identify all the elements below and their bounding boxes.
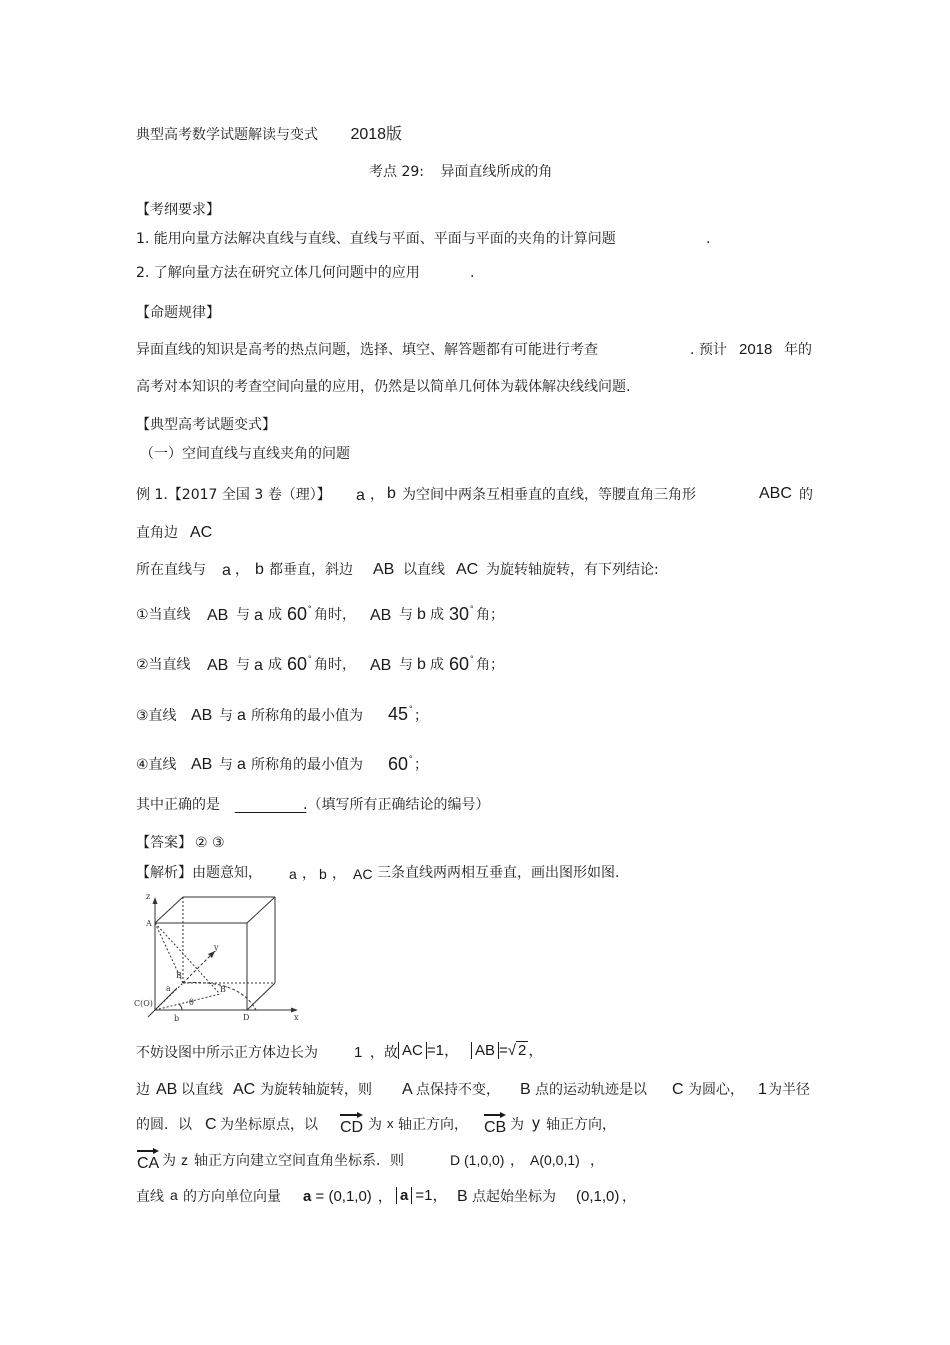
analysis-line4-a: 为 bbox=[162, 1153, 176, 1169]
analysis-line2-AC: AC bbox=[233, 1081, 256, 1098]
example-var-a: a bbox=[356, 487, 365, 504]
conclusion-2-b: b bbox=[417, 656, 426, 673]
example-text3d: 为旋转轴旋转，有下列结论: bbox=[486, 562, 659, 578]
example-ABC: ABC bbox=[759, 485, 792, 502]
analysis-line2-d: 点保持不变， bbox=[416, 1082, 500, 1098]
example-comma: ， bbox=[370, 487, 384, 503]
pattern-heading: 【命题规律】 bbox=[136, 305, 220, 321]
analysis-line2-c: 为旋转轴旋转，则 bbox=[260, 1082, 372, 1098]
vector-CB: CB bbox=[484, 1120, 506, 1136]
label-CO: C(O) bbox=[134, 999, 153, 1008]
analysis-line3-a: 的圆．以 bbox=[136, 1117, 192, 1133]
conclusion-2-cheng: 成 bbox=[268, 657, 282, 673]
analysis-line2-f: 为圆心， bbox=[688, 1082, 744, 1098]
analysis-line2-AB: AB bbox=[156, 1081, 178, 1098]
analysis-line4-comma2: ， bbox=[590, 1153, 604, 1169]
analysis-line4-b: 轴正方向建立空间直角坐标系．则 bbox=[194, 1153, 404, 1169]
pattern-line1-b: . 预计 bbox=[690, 342, 727, 358]
topic-name: 异面直线所成的角 bbox=[440, 164, 553, 180]
answer-blank: ________ bbox=[235, 797, 307, 814]
analysis-gu: ，故 bbox=[370, 1045, 398, 1061]
pattern-line1-c: 年的 bbox=[784, 342, 812, 358]
conclusion-4-semi: ； bbox=[414, 757, 428, 773]
segment-CB-prime bbox=[155, 994, 220, 1010]
conclusion-1-with2: 与 bbox=[399, 607, 413, 623]
pattern-year: 2018 bbox=[739, 341, 773, 358]
pattern-line1-a: 异面直线的知识是高考的热点问题，选择、填空、解答题都有可能进行考查 bbox=[136, 342, 598, 358]
conclusion-1-when: 角时， bbox=[314, 607, 356, 623]
example-var-b: b bbox=[387, 485, 396, 502]
analysis-one: 1 bbox=[354, 1044, 363, 1061]
conclusion-1-angle2: 30° bbox=[449, 604, 474, 624]
cube-edge-tl bbox=[155, 897, 183, 923]
analysis-line2-B: B bbox=[520, 1081, 531, 1098]
answer-label: 【答案】 bbox=[136, 835, 192, 851]
analysis-line3-c: 为 bbox=[368, 1117, 382, 1133]
conclusion-2-a: a bbox=[254, 657, 263, 674]
conclusion-1-AB2: AB bbox=[370, 607, 392, 624]
analysis-b: b bbox=[319, 866, 327, 882]
x-arrow bbox=[291, 1008, 298, 1013]
example-a-2: a bbox=[222, 562, 231, 579]
y-axis-ext bbox=[183, 954, 212, 983]
example-text1: 为空间中两条互相垂直的直线，等腰直角三角形 bbox=[402, 487, 696, 503]
conclusion-1-angle: 60° bbox=[287, 604, 312, 624]
conclusion-3-AB: AB bbox=[191, 707, 213, 724]
answer-value: ② ③ bbox=[195, 835, 225, 851]
abs-AC: AC =1， bbox=[398, 1043, 459, 1058]
example-comma-2: ， bbox=[235, 562, 249, 578]
conclusion-3-with: 与 bbox=[219, 708, 233, 724]
theta-arc bbox=[179, 1004, 182, 1010]
cube-front-face bbox=[155, 923, 247, 1010]
label-a: a bbox=[166, 984, 171, 993]
example-text2: 直角边 bbox=[136, 525, 178, 541]
conclusion-3-min: 所称角的最小值为 bbox=[251, 708, 363, 724]
vector-a-value: a = (0,1,0) ， bbox=[303, 1188, 393, 1205]
conclusion-4-with: 与 bbox=[219, 757, 233, 773]
example-b-2: b bbox=[255, 561, 264, 578]
analysis-line2-one: 1 bbox=[758, 1081, 767, 1098]
cube-figure bbox=[134, 893, 306, 1027]
conclusion-2-AB2: AB bbox=[370, 657, 392, 674]
analysis-AC: AC bbox=[353, 866, 373, 882]
analysis-text: 三条直线两两相互垂直，画出图形如图. bbox=[377, 865, 620, 881]
label-A: A bbox=[146, 919, 152, 928]
conclusion-2-with2: 与 bbox=[399, 657, 413, 673]
cube-edge-br bbox=[247, 983, 275, 1010]
label-y: y bbox=[214, 943, 219, 952]
cube-edge-tr bbox=[247, 897, 275, 923]
conclusion-1-with: 与 bbox=[236, 607, 250, 623]
analysis-line5-c: 点起始坐标为 bbox=[472, 1189, 556, 1205]
conclusion-4-AB: AB bbox=[191, 756, 213, 773]
label-B-prime: B′ bbox=[220, 985, 228, 994]
conclusion-2-pre: ②当直线 bbox=[136, 657, 191, 673]
conclusion-1-cheng2: 成 bbox=[430, 607, 444, 623]
conclusion-4-pre: ④直线 bbox=[136, 757, 177, 773]
label-z: z bbox=[146, 893, 151, 901]
analysis-line5-comma: ， bbox=[622, 1189, 636, 1205]
doc-edition: 2018版 bbox=[350, 126, 403, 143]
analysis-line2-a: 边 bbox=[136, 1082, 150, 1098]
doc-title-row bbox=[136, 127, 402, 143]
question-ask: 其中正确的是 bbox=[136, 797, 220, 813]
analysis-line3-d: 轴正方向， bbox=[398, 1117, 468, 1133]
analysis-line3-b: 为坐标原点，以 bbox=[220, 1117, 318, 1133]
conclusion-4-min: 所称角的最小值为 bbox=[251, 757, 363, 773]
syllabus-item-1: 1. 能用向量方法解决直线与直线、直线与平面、平面与平面的夹角的计算问题 bbox=[136, 231, 616, 247]
example-de: 的 bbox=[799, 487, 813, 503]
conclusion-4-a: a bbox=[237, 756, 246, 773]
analysis-line5-B: B bbox=[457, 1188, 468, 1205]
conclusion-2-angle: 60° bbox=[287, 654, 312, 674]
analysis-line3-d2: 轴正方向， bbox=[546, 1117, 616, 1133]
conclusion-3-angle: 45° bbox=[388, 704, 413, 724]
conclusion-1-AB: AB bbox=[207, 607, 229, 624]
label-x: x bbox=[294, 1013, 299, 1022]
abs-a: a =1， bbox=[396, 1188, 447, 1203]
analysis-line1-pre: 不妨设图中所示正方体边长为 bbox=[136, 1045, 318, 1061]
conclusion-3-pre: ③直线 bbox=[136, 708, 177, 724]
axis-tail bbox=[148, 1010, 155, 1017]
conclusion-4-angle: 60° bbox=[388, 754, 413, 774]
example-text3c: 以直线 bbox=[403, 562, 445, 578]
conclusion-2-cheng2: 成 bbox=[430, 657, 444, 673]
conclusion-1-cheng: 成 bbox=[268, 607, 282, 623]
analysis-line2-A: A bbox=[402, 1081, 413, 1098]
topic-title bbox=[369, 165, 552, 179]
example-AB: AB bbox=[373, 561, 395, 578]
topic-label: 考点 29: bbox=[369, 164, 424, 180]
conclusion-2-when: 角时， bbox=[314, 657, 356, 673]
analysis-line3-C: C bbox=[205, 1116, 217, 1133]
conclusion-1-b: b bbox=[417, 606, 426, 623]
analysis-comma2: ， bbox=[332, 866, 346, 882]
conclusion-1-end: 角； bbox=[476, 607, 504, 623]
analysis-a: a bbox=[289, 866, 297, 882]
example-AC: AC bbox=[190, 524, 213, 541]
doc-title: 典型高考数学试题解读与变式 bbox=[136, 127, 318, 143]
conclusion-2-with: 与 bbox=[236, 657, 250, 673]
analysis-y: y bbox=[532, 1115, 540, 1132]
abs-AB: AB =√ 2 ， bbox=[471, 1043, 543, 1058]
label-D: D bbox=[243, 1013, 250, 1022]
question-tail: .（填写所有正确结论的编号） bbox=[303, 797, 490, 813]
analysis-line2-g: 为半径 bbox=[768, 1082, 810, 1098]
analysis-line2-e: 点的运动轨迹是以 bbox=[535, 1082, 647, 1098]
analysis-line4-comma1: ， bbox=[510, 1153, 524, 1169]
analysis-line5-a: 直线 bbox=[136, 1189, 164, 1205]
conclusion-2-end: 角； bbox=[476, 657, 504, 673]
example-text3b: 都垂直，斜边 bbox=[269, 562, 353, 578]
label-theta: θ bbox=[189, 998, 194, 1007]
syllabus-heading: 【考纲要求】 bbox=[136, 202, 220, 218]
vector-CA: CA bbox=[137, 1156, 159, 1172]
analysis-label: 【解析】由题意知， bbox=[136, 865, 262, 881]
label-B: B bbox=[176, 971, 182, 980]
example-AC-2: AC bbox=[456, 561, 479, 578]
analysis-line3-c2: 为 bbox=[510, 1117, 524, 1133]
label-b: b bbox=[174, 1014, 180, 1023]
example-label: 例 1.【2017 全国 3 卷（理）】 bbox=[136, 487, 331, 503]
coord-B: (0,1,0) bbox=[576, 1188, 620, 1205]
coord-A: A(0,0,1) bbox=[530, 1152, 580, 1168]
vector-CD: CD bbox=[340, 1120, 363, 1136]
pattern-line2: 高考对本知识的考查空间向量的应用，仍然是以简单几何体为载体解决线线问题. bbox=[136, 379, 631, 395]
analysis-line5-b: 的方向单位向量 bbox=[183, 1189, 281, 1205]
analysis-x: x bbox=[387, 1116, 394, 1131]
syllabus-item-2: 2. 了解向量方法在研究立体几何问题中的应用 bbox=[136, 265, 420, 281]
variants-sub1: （一）空间直线与直线夹角的问题 bbox=[140, 446, 350, 462]
example-text3a: 所在直线与 bbox=[136, 562, 206, 578]
syllabus-period-2: . bbox=[470, 265, 475, 281]
conclusion-1-pre: ①当直线 bbox=[136, 607, 191, 623]
syllabus-period-1: . bbox=[706, 231, 711, 247]
conclusion-3-a: a bbox=[237, 707, 246, 724]
analysis-z: z bbox=[181, 1152, 188, 1168]
conclusion-2-AB: AB bbox=[207, 657, 229, 674]
conclusion-1-a: a bbox=[254, 607, 263, 624]
conclusion-2-angle2: 60° bbox=[449, 654, 474, 674]
conclusion-3-semi: ； bbox=[414, 708, 428, 724]
analysis-line5-var-a: a bbox=[170, 1187, 178, 1203]
analysis-line2-C: C bbox=[672, 1081, 684, 1098]
variants-heading: 【典型高考试题变式】 bbox=[136, 417, 276, 433]
z-arrow bbox=[153, 897, 158, 904]
coord-D: D (1,0,0) bbox=[450, 1152, 505, 1168]
analysis-line2-b: 以直线 bbox=[181, 1082, 223, 1098]
analysis-comma1: ， bbox=[302, 866, 316, 882]
